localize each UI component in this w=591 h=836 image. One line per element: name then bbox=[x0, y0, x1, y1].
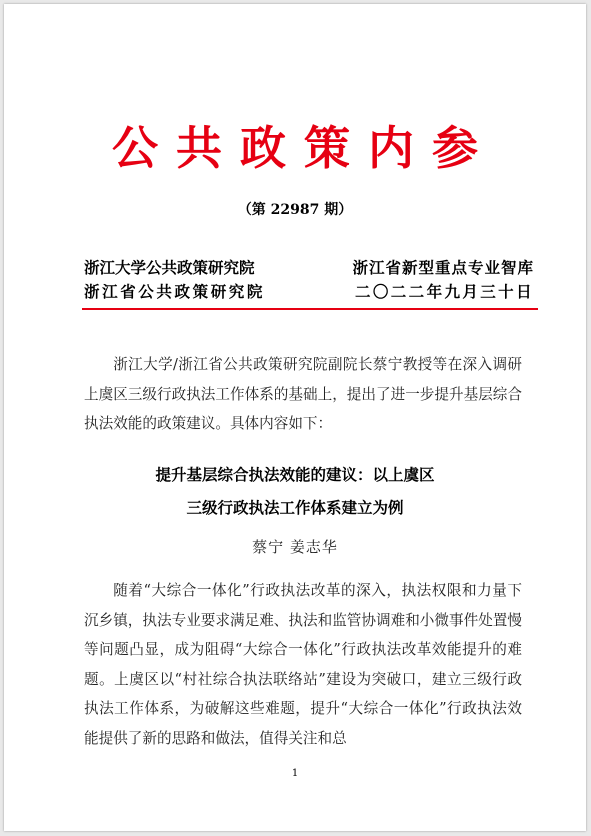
publish-date: 二〇二二年九月三十日 bbox=[354, 282, 534, 301]
masthead-title: 公共政策内参 bbox=[112, 121, 496, 175]
article-title-line1: 提升基层综合执法效能的建议：以上虞区 bbox=[155, 466, 435, 484]
page-number: 1 bbox=[291, 768, 299, 779]
header-divider bbox=[82, 308, 538, 310]
issue-number: （第 22987 期） bbox=[237, 202, 353, 218]
publisher-name: 浙江大学公共政策研究院 bbox=[84, 258, 255, 277]
body-paragraph: 随着“大综合一体化”行政执法改革的深入，执法权限和力量下沉乡镇，执法专业要求满足难、执法和监管协调难和小微事件处置慢等问题凸显，成为阻碍“大综合一体化”行政执法改革效能提升的难题。上虞区以“村社综合执法联络站”建设为突破口，建立三级行政执法工作体系，为破解这些难题，提升“大综合一体化”行政执法效能提供了新的思路和做法，值得关注和总 bbox=[84, 582, 522, 747]
article-title-line2: 三级行政执法工作体系建立为例 bbox=[186, 499, 404, 517]
document-page bbox=[4, 4, 586, 831]
intro-paragraph: 浙江大学/浙江省公共政策研究院副院长蔡宁教授等在深入调研上虞区三级行政执法工作体系的基础上，提出了进一步提升基层综合执法效能的政策建议。具体内容如下： bbox=[84, 356, 522, 432]
think-tank-label: 浙江省新型重点专业智库 bbox=[352, 258, 534, 277]
article-authors: 蔡宁 姜志华 bbox=[252, 538, 338, 556]
publisher-name-secondary: 浙江省公共政策研究院 bbox=[84, 282, 266, 301]
